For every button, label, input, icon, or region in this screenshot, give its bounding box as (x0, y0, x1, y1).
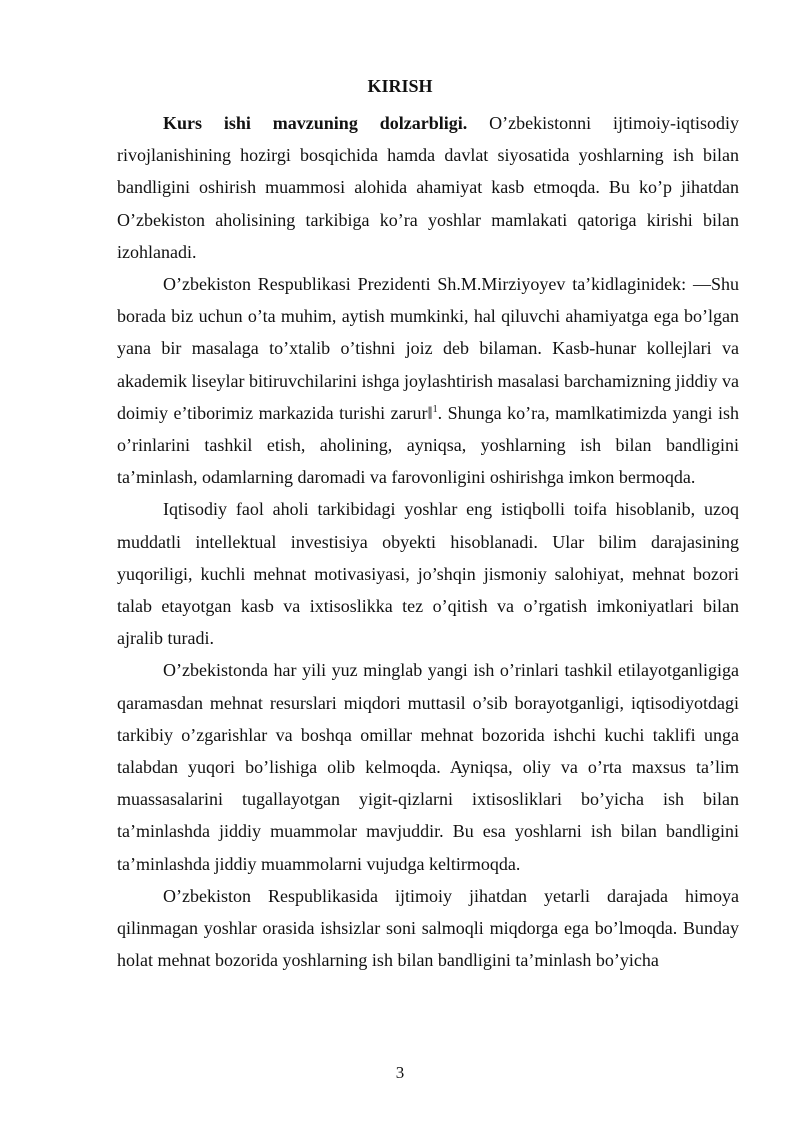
body-text (117, 107, 739, 976)
paragraph-text: O’zbekistonni ijtimoiy-iqtisodiy rivojlanishining hozirgi bosqichida hamda davlat siyosatida yoshlarning ish bilan bandligini oshirish muammosi alohida ahamiyat kasb etmoqda. Bu ko’p jihatdan O’zbekiston aholisining tarkibiga ko’ra yoshlar mamlakati qatoriga kirishi bilan izohlanadi. (117, 113, 739, 262)
paragraph-unemployment (117, 880, 739, 977)
paragraph-text: Iqtisodiy faol aholi tarkibidagi yoshlar eng istiqbolli toifa hisoblanib, uzoq muddatli intellektual investisiya obyekti hisoblanadi. Ular bilim darajasining yuqoriligi, kuchli mehnat motivasiyasi, jo’shqin jismoniy salohiyat, mehnat bozori talab etayotgan kasb va ixtisoslikka tez o’qitish va o’rgatish imkoniyatlari bilan ajralib turadi. (117, 499, 739, 649)
paragraph-relevance (117, 107, 739, 268)
page-number: 3 (395, 1063, 405, 1082)
paragraph-text: O’zbekiston Respublikasi Prezidenti Sh.M.Mirziyoyev ta’kidlaginidek: ―Shu borada biz uchun o’ta muhim, aytish mumkinki, hal qiluvchi ahamiyatga ega bo’lgan yana bir masalaga to’xtalib o’tishni joiz deb bilaman. Kasb-hunar kollejlari va akademik liseylar bitiruvchilarini ishga joylashtirish masalasi barchamizning jiddiy va doimiy e’tiborimiz markazida turishi zarur‖ (117, 274, 739, 423)
paragraph-president-quote (117, 268, 739, 493)
paragraph-youth-category (117, 493, 739, 654)
paragraph-labor-market (117, 654, 739, 879)
paragraph-text: O’zbekistonda har yili yuz minglab yangi ish o’rinlari tashkil etilayotganligiga qaramasdan mehnat resurslari miqdori muttasil o’sib borayotganligi, iqtisodiyotdagi tarkibiy o’zgarishlar va boshqa omillar mehnat bozorida ishchi kuchi taklifi unga talabdan yuqori bo’lishiga olib kelmoqda. Ayniqsa, oliy va o’rta maxsus ta’lim muassasalarini tugallayotgan yigit-qizlarni ixtisosliklari bo’yicha ish bilan ta’minlashda jiddiy muammolar mavjuddir. Bu esa yoshlarni ish bilan bandligini ta’minlashda jiddiy muammolarni vujudga keltirmoqda. (117, 660, 739, 874)
paragraph-lead: Kurs ishi mavzuning dolzarbligi. (163, 113, 468, 133)
footnote-marker[interactable]: 1 (432, 403, 438, 415)
paragraph-text-continued: . Shunga ko’ra, mamlkatimizda yangi ish o’rinlarini tashkil etish, aholining, ayniqsa, yoshlarning ish bilan bandligini ta’minlash, odamlarning daromadi va farovonligini oshirishga imkon bermoqda. (117, 402, 740, 488)
paragraph-text: O’zbekiston Respublikasida ijtimoiy jihatdan yetarli darajada himoya qilinmagan yoshlar orasida ishsizlar soni salmoqli miqdorga ega bo’lmoqda. Bunday holat mehnat bozorida yoshlarning ish bilan bandligini ta’minlash bo’yicha (117, 885, 739, 971)
section-heading: KIRISH (367, 76, 433, 96)
